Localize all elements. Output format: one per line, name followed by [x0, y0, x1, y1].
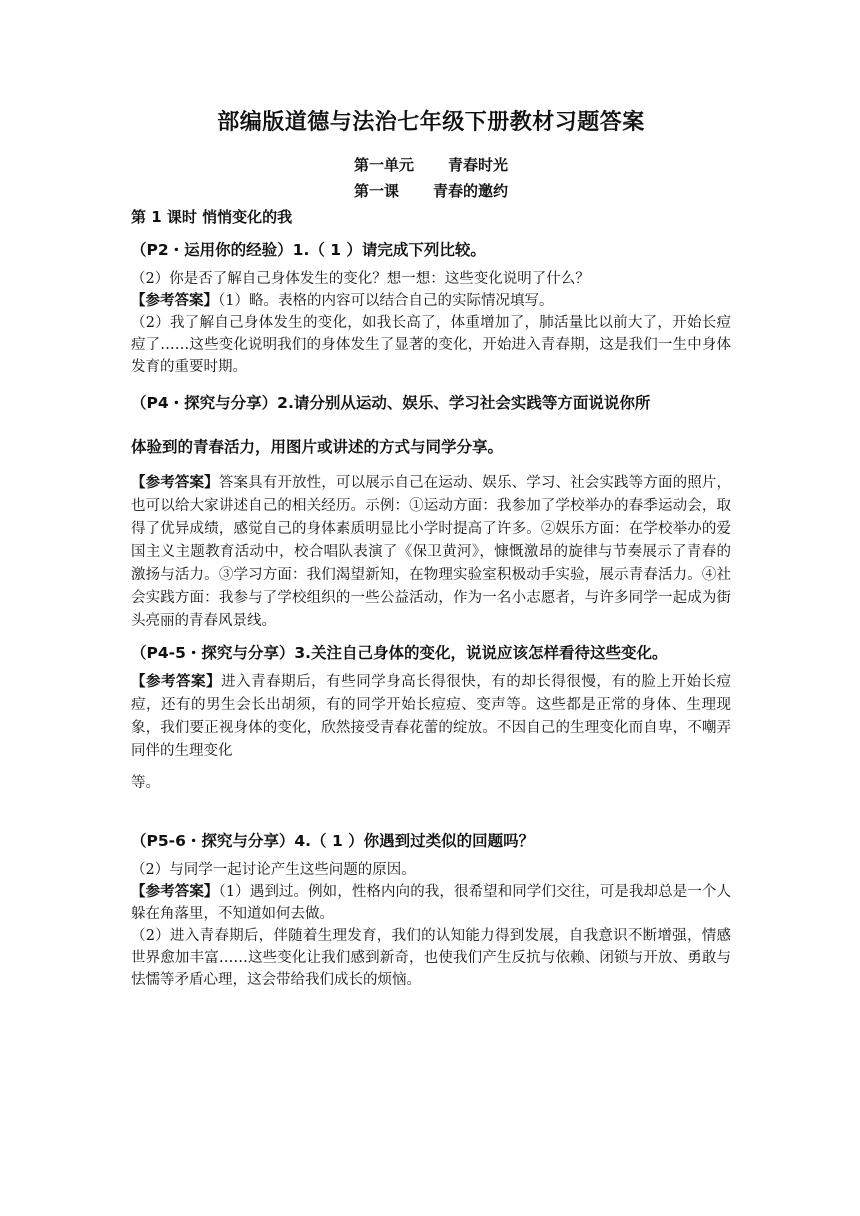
document-page [131, 108, 731, 991]
question-2-line2: 体验到的青春活力，用图片或讲述的方式与同学分享。 [131, 438, 504, 456]
answer-text: （1）遇到过。例如，性格内向的我，很希望和同学们交往，可是我却总是一个人躲在角落里，不知道如何去做。 [131, 884, 731, 922]
document-title: 部编版道德与法治七年级下册教材习题答案 [217, 110, 645, 135]
question-2 [131, 382, 731, 424]
lesson-heading [131, 178, 731, 204]
answer-text: 进入青春期后，有些同学身高长得很快，有的却长得很慢，有的脸上开始长痘痘，还有的男生会长出胡须，有的同学开始长痘痘、变声等。这些都是正常的身体、生理现象，我们要正视身体的变化，欣然接受青春花蕾的绽放。不因自己的生理变化而自卑，不嘲弄同伴的生理变化 [131, 674, 731, 759]
question-4 [131, 829, 731, 853]
question-2-text-line1: 2.请分别从运动、娱乐、学习社会实践等方面说说你所 [277, 394, 651, 412]
question-1-answer-1 [131, 290, 731, 312]
question-4-source: （P5-6・探究与分享） [131, 832, 295, 850]
question-4-answer-2: （2）进入青春期后，伴随着生理发育，我们的认知能力得到发展，自我意识不断增强，情感世界愈加丰富……这些变化让我们感到新奇，也使我们产生反抗与依赖、闭锁与开放、勇敢与怯懦等矛盾心理，这会带给我们成长的烦恼。 [131, 928, 731, 988]
question-2-answer [131, 472, 731, 633]
question-1-part2: （2）你是否了解自己身体发生的变化？想一想：这些变化说明了什么？ [131, 271, 590, 287]
unit-name: 第一单元 [353, 156, 414, 174]
question-1-source: （P2・运用你的经验） [131, 241, 293, 259]
question-3-answer-end: 等。 [131, 775, 160, 791]
answer-text: （1）略。表格的内容可以结合自己的实际情况填写。 [218, 293, 554, 309]
unit-heading [131, 152, 731, 178]
question-4-text: 4.（ 1 ）你遇到过类似的回题吗？ [294, 832, 535, 850]
unit-topic: 青春时光 [448, 156, 509, 174]
answer-tag: 【参考答案】 [131, 674, 222, 690]
lesson-name: 第一课 [353, 182, 399, 200]
question-3 [131, 641, 731, 665]
question-4-part2: （2）与同学一起讨论产生这些问题的原因。 [131, 862, 416, 878]
question-3-source: （P4-5・探究与分享） [131, 644, 295, 662]
answer-tag: 【参考答案】 [131, 475, 219, 491]
period-heading: 第 1 课时 悄悄变化的我 [131, 208, 293, 226]
question-2-source: （P4・探究与分享） [131, 394, 278, 412]
question-1 [131, 238, 731, 262]
answer-tag: 【参考答案】 [131, 884, 219, 900]
lesson-topic: 青春的邀约 [433, 182, 509, 200]
question-4-answer-1 [131, 881, 731, 925]
question-1-answer-2: （2）我了解自己身体发生的变化，如我长高了，体重增加了，肺活量比以前大了，开始长痘痘了……这些变化说明我们的身体发生了显著的变化，开始进入青春期，这是我们一生中身体发育的重要时期。 [131, 315, 731, 375]
answer-text: 答案具有开放性，可以展示自己在运动、娱乐、学习、社会实践等方面的照片，也可以给大家讲述自己的相关经历。示例：①运动方面：我参加了学校举办的春季运动会，取得了优异成绩，感觉自己的身体素质明显比小学时提高了许多。②娱乐方面：在学校举办的爱国主义主题教育活动中，校合唱队表演了《保卫黄河》，慷慨激昂的旋律与节奏展示了青春的激扬与活力。③学习方面：我们渴望新知，在物理实验室积极动手实验，展示青春活力。④社会实践方面：我参与了学校组织的一些公益活动，作为一名小志愿者，与许多同学一起成为街头亮丽的青春风景线。 [131, 475, 731, 629]
question-1-text: 1.（ 1 ）请完成下列比较。 [292, 241, 486, 259]
answer-tag: 【参考答案】 [131, 293, 218, 309]
question-3-answer [131, 671, 731, 763]
question-3-text: 3.关注自己身体的变化，说说应该怎样看待这些变化。 [294, 644, 668, 662]
